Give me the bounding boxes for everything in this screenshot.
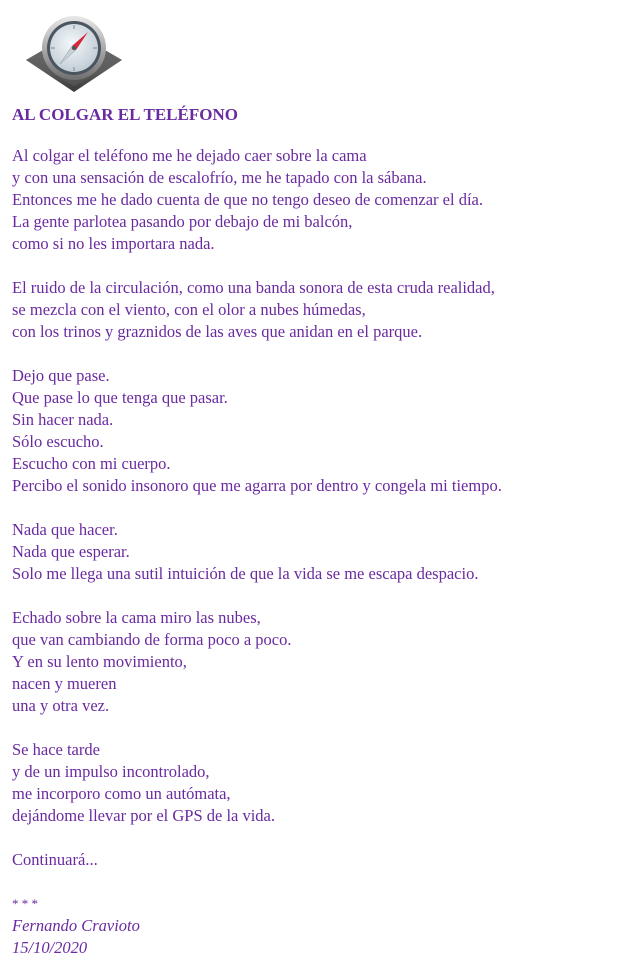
- poem-line: me incorporo como un autómata,: [12, 784, 231, 803]
- poem-line: Y en su lento movimiento,: [12, 652, 187, 671]
- poem-line: Que pase lo que tenga que pasar.: [12, 388, 228, 407]
- poem-line: Continuará...: [12, 850, 98, 869]
- poem-line: Sin hacer nada.: [12, 410, 114, 429]
- poem-line: Sólo escucho.: [12, 432, 104, 451]
- stanza: [12, 607, 612, 717]
- poem-body: [12, 145, 612, 871]
- poem-line: Al colgar el teléfono me he dejado caer sobre la cama: [12, 146, 367, 165]
- stanza: [12, 519, 612, 585]
- poem-line: Solo me llega una sutil intuición de que la vida se me escapa despacio.: [12, 564, 479, 583]
- poem-line: nacen y mueren: [12, 674, 117, 693]
- compass-icon: [22, 10, 126, 94]
- stanza: [12, 365, 612, 497]
- separator: * * *: [12, 896, 38, 911]
- poem-line: una y otra vez.: [12, 696, 110, 715]
- stanza: [12, 277, 612, 343]
- poem-line: Echado sobre la cama miro las nubes,: [12, 608, 261, 627]
- poem-line: Entonces me he dado cuenta de que no tengo deseo de comenzar el día.: [12, 190, 483, 209]
- poem-line: como si no les importara nada.: [12, 234, 215, 253]
- poem-title: AL COLGAR EL TELÉFONO: [12, 105, 238, 124]
- poem-line: y con una sensación de escalofrío, me he tapado con la sábana.: [12, 168, 427, 187]
- poem-line: Nada que hacer.: [12, 520, 118, 539]
- poem-line: que van cambiando de forma poco a poco.: [12, 630, 292, 649]
- stanza: [12, 849, 612, 871]
- poem-line: se mezcla con el viento, con el olor a nubes húmedas,: [12, 300, 366, 319]
- author-signature: Fernando Cravioto: [12, 916, 140, 935]
- poem-line: Se hace tarde: [12, 740, 100, 759]
- poem: [12, 104, 612, 959]
- poem-line: El ruido de la circulación, como una banda sonora de esta cruda realidad,: [12, 278, 495, 297]
- poem-line: La gente parlotea pasando por debajo de mi balcón,: [12, 212, 353, 231]
- poem-line: Escucho con mi cuerpo.: [12, 454, 171, 473]
- poem-line: Dejo que pase.: [12, 366, 110, 385]
- stanza: [12, 739, 612, 827]
- poem-line: dejándome llevar por el GPS de la vida.: [12, 806, 276, 825]
- publication-date: 15/10/2020: [12, 938, 88, 957]
- poem-line: con los trinos y graznidos de las aves que anidan en el parque.: [12, 322, 423, 341]
- poem-line: y de un impulso incontrolado,: [12, 762, 210, 781]
- poem-line: Percibo el sonido insonoro que me agarra por dentro y congela mi tiempo.: [12, 476, 502, 495]
- poem-line: Nada que esperar.: [12, 542, 130, 561]
- stanza: [12, 145, 612, 255]
